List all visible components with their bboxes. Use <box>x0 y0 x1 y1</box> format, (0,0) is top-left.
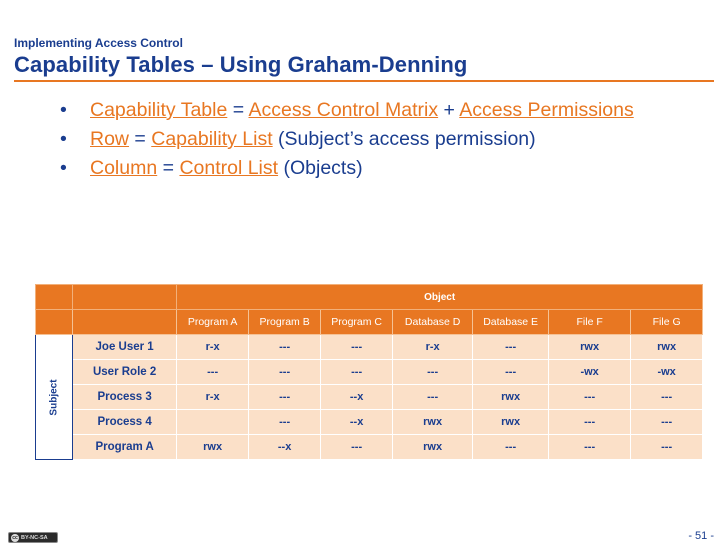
bullet-term: Column <box>90 157 158 179</box>
table-row <box>36 410 703 435</box>
subject-label: Subject <box>48 379 60 416</box>
column-header: Program A <box>177 310 249 335</box>
permission-cell: --- <box>473 335 549 360</box>
table-row <box>36 335 703 360</box>
permission-cell: --- <box>631 385 703 410</box>
bullet-term: Access Control Matrix <box>248 99 439 121</box>
permission-cell: --- <box>321 435 393 460</box>
permission-cell: rwx <box>549 335 631 360</box>
permission-cell: --- <box>473 435 549 460</box>
row-header: Process 3 <box>73 385 177 410</box>
permission-cell: r-x <box>177 385 249 410</box>
row-header: Joe User 1 <box>73 335 177 360</box>
bullet-text: (Subject’s access permission) <box>272 128 536 150</box>
permission-cell: --- <box>473 360 549 385</box>
permission-cell: -wx <box>631 360 703 385</box>
permission-cell: rwx <box>393 410 473 435</box>
permission-cell: rwx <box>177 435 249 460</box>
permission-cell: --- <box>549 410 631 435</box>
bullet-operator: + <box>438 99 460 121</box>
table-row <box>36 435 703 460</box>
permission-cell: --- <box>631 410 703 435</box>
bullet-item <box>58 125 678 154</box>
subject-label-cell <box>36 335 73 460</box>
permission-cell: --x <box>321 385 393 410</box>
permission-cell: --- <box>631 435 703 460</box>
permission-cell: rwx <box>393 435 473 460</box>
section-kicker: Implementing Access Control <box>14 36 183 50</box>
bullet-dot: • <box>60 128 67 150</box>
bullet-operator: = <box>157 157 180 179</box>
column-header-row <box>36 310 703 335</box>
bullet-term: Capability Table <box>90 99 228 121</box>
bullet-operator: = <box>227 99 249 121</box>
column-header: Database D <box>393 310 473 335</box>
permission-cell: --- <box>249 360 321 385</box>
access-control-matrix <box>35 284 703 460</box>
permission-cell: --- <box>549 435 631 460</box>
permission-cell: --- <box>249 410 321 435</box>
permission-cell: -wx <box>549 360 631 385</box>
cc-logo-icon: cc <box>12 534 18 541</box>
bullet-list <box>58 96 678 183</box>
bullet-term: Capability List <box>151 128 273 150</box>
permission-cell: --- <box>321 335 393 360</box>
column-header: File G <box>631 310 703 335</box>
permission-cell: --- <box>393 360 473 385</box>
bullet-item <box>58 96 678 125</box>
bullet-operator: = <box>129 128 152 150</box>
license-label: BY-NC-SA <box>21 534 48 541</box>
table-row <box>36 385 703 410</box>
row-header: User Role 2 <box>73 360 177 385</box>
permission-cell: --- <box>249 385 321 410</box>
column-header: File F <box>549 310 631 335</box>
page-number: - 51 - <box>688 530 714 542</box>
permission-cell: --x <box>249 435 321 460</box>
column-header: Program B <box>249 310 321 335</box>
table-row <box>36 360 703 385</box>
object-header: Object <box>177 285 703 310</box>
bullet-dot: • <box>60 157 67 179</box>
object-header-row <box>36 285 703 310</box>
permission-cell: rwx <box>631 335 703 360</box>
permission-cell: --- <box>177 360 249 385</box>
creative-commons-badge <box>8 532 58 543</box>
permission-cell: r-x <box>393 335 473 360</box>
bullet-dot: • <box>60 99 67 121</box>
slide-title: Capability Tables – Using Graham-Denning <box>14 52 468 77</box>
permission-cell: --- <box>549 385 631 410</box>
column-header: Database E <box>473 310 549 335</box>
bullet-term: Control List <box>179 157 279 179</box>
bullet-text: (Objects) <box>278 157 363 179</box>
permission-cell: --- <box>393 385 473 410</box>
row-header: Program A <box>73 435 177 460</box>
permission-cell: rwx <box>473 410 549 435</box>
permission-cell: --- <box>249 335 321 360</box>
permission-cell: r-x <box>177 335 249 360</box>
permission-cell: --- <box>321 360 393 385</box>
column-header: Program C <box>321 310 393 335</box>
row-header: Process 4 <box>73 410 177 435</box>
bullet-term: Access Permissions <box>459 99 634 121</box>
bullet-item <box>58 154 678 183</box>
permission-cell: --x <box>321 410 393 435</box>
permission-cell: rwx <box>473 385 549 410</box>
permission-cell <box>177 410 249 435</box>
bullet-term: Row <box>90 128 130 150</box>
title-divider <box>14 80 714 82</box>
